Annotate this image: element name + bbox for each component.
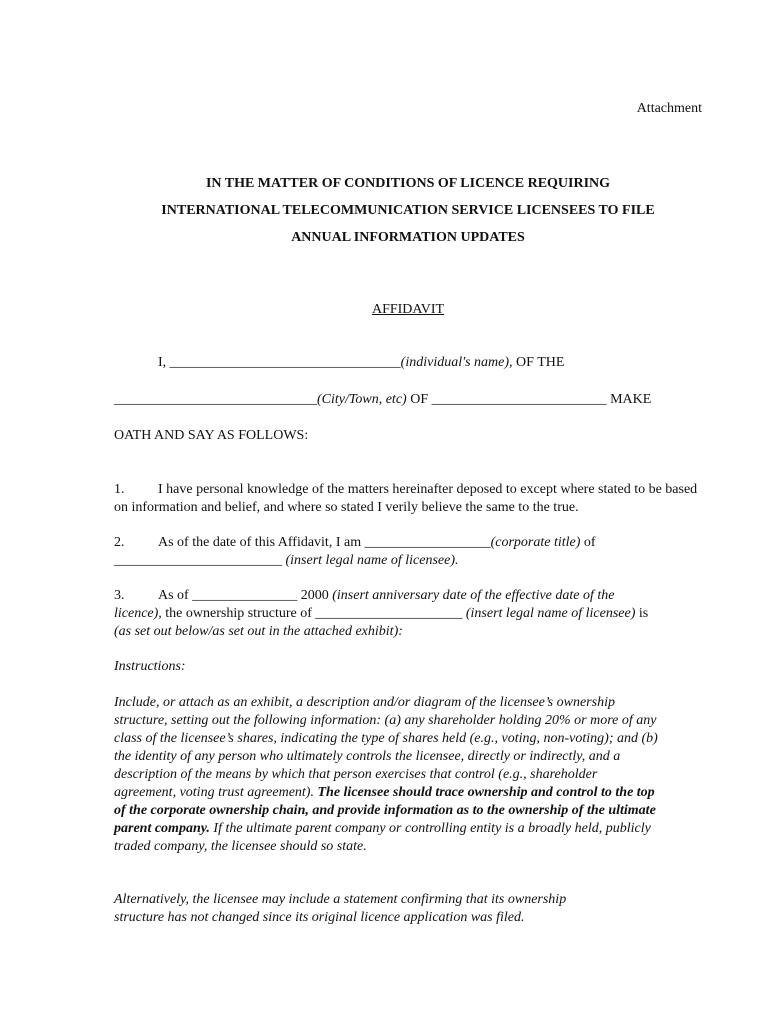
oath-of-the: OF THE <box>512 355 565 370</box>
title-line-2: INTERNATIONAL TELECOMMUNICATION SERVICE LICENSEES TO FILE <box>161 203 655 218</box>
instructions-paragraph-1 <box>114 694 662 856</box>
oath-line-2 <box>114 392 651 408</box>
paragraph-2 <box>114 534 644 570</box>
oath-line-1 <box>158 355 564 371</box>
oath-line-3: OATH AND SAY AS FOLLOWS: <box>114 428 309 443</box>
document-title <box>0 170 770 251</box>
paragraph-3-structure-hint: (as set out below/as set out in the attached exhibit): <box>114 624 403 639</box>
instructions-paragraph-2: Alternatively, the licensee may include a statement confirming that its ownership structure has not changed since its original licence application was filed. <box>114 892 567 925</box>
oath-name-blank: I, _________________________________ <box>158 355 401 370</box>
paragraph-3-date-hint: (insert anniversary date of the effective date of the licence), <box>114 588 615 621</box>
paragraph-2-title-hint: (corporate title) <box>490 535 581 550</box>
paragraph-3 <box>114 587 659 641</box>
paragraph-2-text-b: of ________________________ <box>114 535 596 568</box>
oath-city-blank: _____________________________ <box>114 392 317 407</box>
instructions-p1-text-a: Include, or attach as an exhibit, a description and/or diagram of the licensee’s ownership structure, setting out the following information: (a) any shareholder holding 20% or more of any class of the licensee’s shares, indicating the type of shares held (e.g., voting, non-voting); and (b) the identity of any person who ultimately controls the licensee, directly or indirectly, and a description of the means by which that person exercises that control (e.g., shareholder agreement, voting trust agreement). <box>114 695 658 800</box>
title-line-3: ANNUAL INFORMATION UPDATES <box>291 230 525 245</box>
paragraph-1 <box>114 481 714 517</box>
title-line-1: IN THE MATTER OF CONDITIONS OF LICENCE REQUIRING <box>205 176 611 191</box>
paragraph-2-text-a: As of the date of this Affidavit, I am __________________ <box>158 535 491 550</box>
instructions-p1-bold: The licensee should trace ownership and control to the top of the corporate ownership chain, and provide information as to the ownership of the ultimate parent company. <box>114 785 656 836</box>
attachment-label: Attachment <box>636 101 702 116</box>
paragraph-3-licensee-hint: (insert legal name of licensee) <box>465 606 636 621</box>
paragraph-1-text: I have personal knowledge of the matters hereinafter deposed to except where stated to be based on information and belief, and where so stated I verily believe the same to the true. <box>114 482 698 515</box>
paragraph-2-number: 2. <box>114 535 125 550</box>
oath-city-hint: (City/Town, etc) <box>317 392 407 407</box>
instructions-heading: Instructions: <box>114 659 186 674</box>
oath-make: OF _________________________ MAKE <box>406 392 652 407</box>
affidavit-heading: AFFIDAVIT <box>371 302 445 317</box>
paragraph-1-number: 1. <box>114 482 125 497</box>
paragraph-3-text-c: is <box>635 606 649 621</box>
paragraph-3-text-a: As of _______________ 2000 <box>158 588 333 603</box>
paragraph-3-text-b: the ownership structure of _____________________ <box>161 606 466 621</box>
oath-name-hint: (individual's name), <box>400 355 513 370</box>
instructions-p1-text-b: If the ultimate parent company or controlling entity is a broadly held, publicly traded company, the licensee should so state. <box>114 821 651 854</box>
paragraph-3-number: 3. <box>114 588 125 603</box>
paragraph-2-licensee-hint: (insert legal name of licensee). <box>285 553 459 568</box>
